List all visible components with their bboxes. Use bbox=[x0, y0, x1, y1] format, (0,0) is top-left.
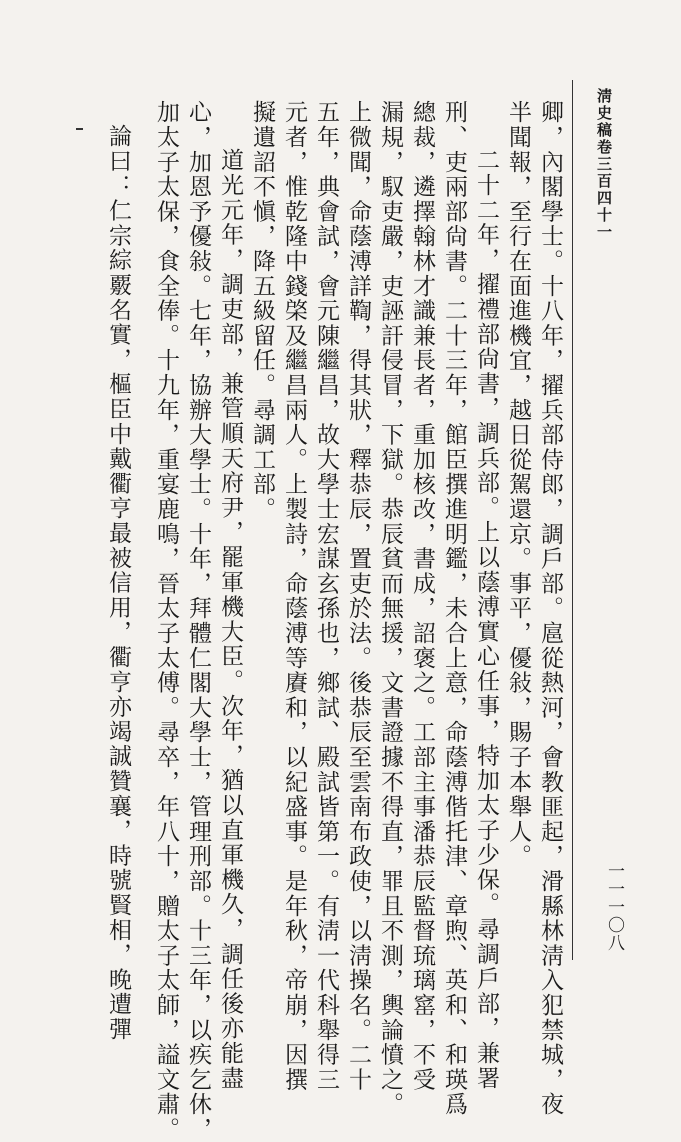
text-column-8: 五年，典會試，會元陳繼昌，故大學士宏謀玄孫也，鄉試、殿試皆第一。有淸一代科舉得三 bbox=[313, 100, 339, 1092]
page-number: 一一一〇八 bbox=[604, 862, 624, 952]
text-column-14: 論曰：仁宗綜覈名實，樞臣中戴衢亨最被信用，衢亨亦竭誠贊襄，時號賢相，晚遭彈 bbox=[105, 124, 131, 1042]
text-column-4: 刑、吏兩部尙書。二十三年，館臣撰進明鑑，未合上意，命蔭溥偕托津、章煦、英和、和瑛爲 bbox=[441, 100, 467, 1117]
text-column-2: 半聞報，至行在面進機宜，越日從駕還京。事平，優敍，賜子本舉人。 bbox=[505, 100, 531, 869]
margin-mark bbox=[76, 128, 83, 130]
text-column-11: 道光元年，調吏部，兼管順天府尹，罷軍機大臣。次年，猶以直軍機久，調任後亦能盡 bbox=[217, 148, 243, 1091]
header-rule bbox=[572, 80, 573, 960]
text-column-10: 擬遺詔不愼，降五級留任。尋調工部。 bbox=[249, 100, 275, 522]
running-title: 淸史稿卷三百四十一 bbox=[595, 88, 613, 241]
text-column-12: 心，加恩予優敍。七年，協辦大學士。十年，拜體仁閣大學士，管理刑部。十三年，以疾乞休， bbox=[185, 100, 211, 1142]
text-column-6: 漏規，馭吏嚴，吏誣訐侵冒，下獄。恭辰貧而無援，文書證據不得直，罪且不測，輿論憤之。 bbox=[377, 100, 403, 1117]
text-column-5: 總裁，遴擇翰林才識兼長者，重加核改，書成，詔褒之。工部主事潘恭辰監督琉璃窰，不受 bbox=[409, 100, 435, 1092]
text-column-13: 加太子太保，食全俸。十九年，重宴鹿鳴，晉太子太傅。尋卒，年八十，贈太子太師，謚文肅。 bbox=[153, 100, 179, 1142]
text-column-3: 二十二年，擢禮部尙書，調兵部。上以蔭溥實心任事，特加太子少保。尋調戶部，兼署 bbox=[473, 148, 499, 1091]
text-column-7: 上微聞，命蔭溥詳鞫，得其狀，釋恭辰，置吏於法。後恭辰至雲南布政使，以淸操名。二十 bbox=[345, 100, 371, 1092]
text-column-9: 元者，惟乾隆中錢棨及繼昌兩人。上製詩，命蔭溥等賡和，以紀盛事。是年秋，帝崩，因撰 bbox=[281, 100, 307, 1092]
text-column-1: 卿，內閣學士。十八年，擢兵部侍郎，調戶部。扈從熱河，會教匪起，滑縣林淸入犯禁城，夜 bbox=[537, 100, 563, 1117]
